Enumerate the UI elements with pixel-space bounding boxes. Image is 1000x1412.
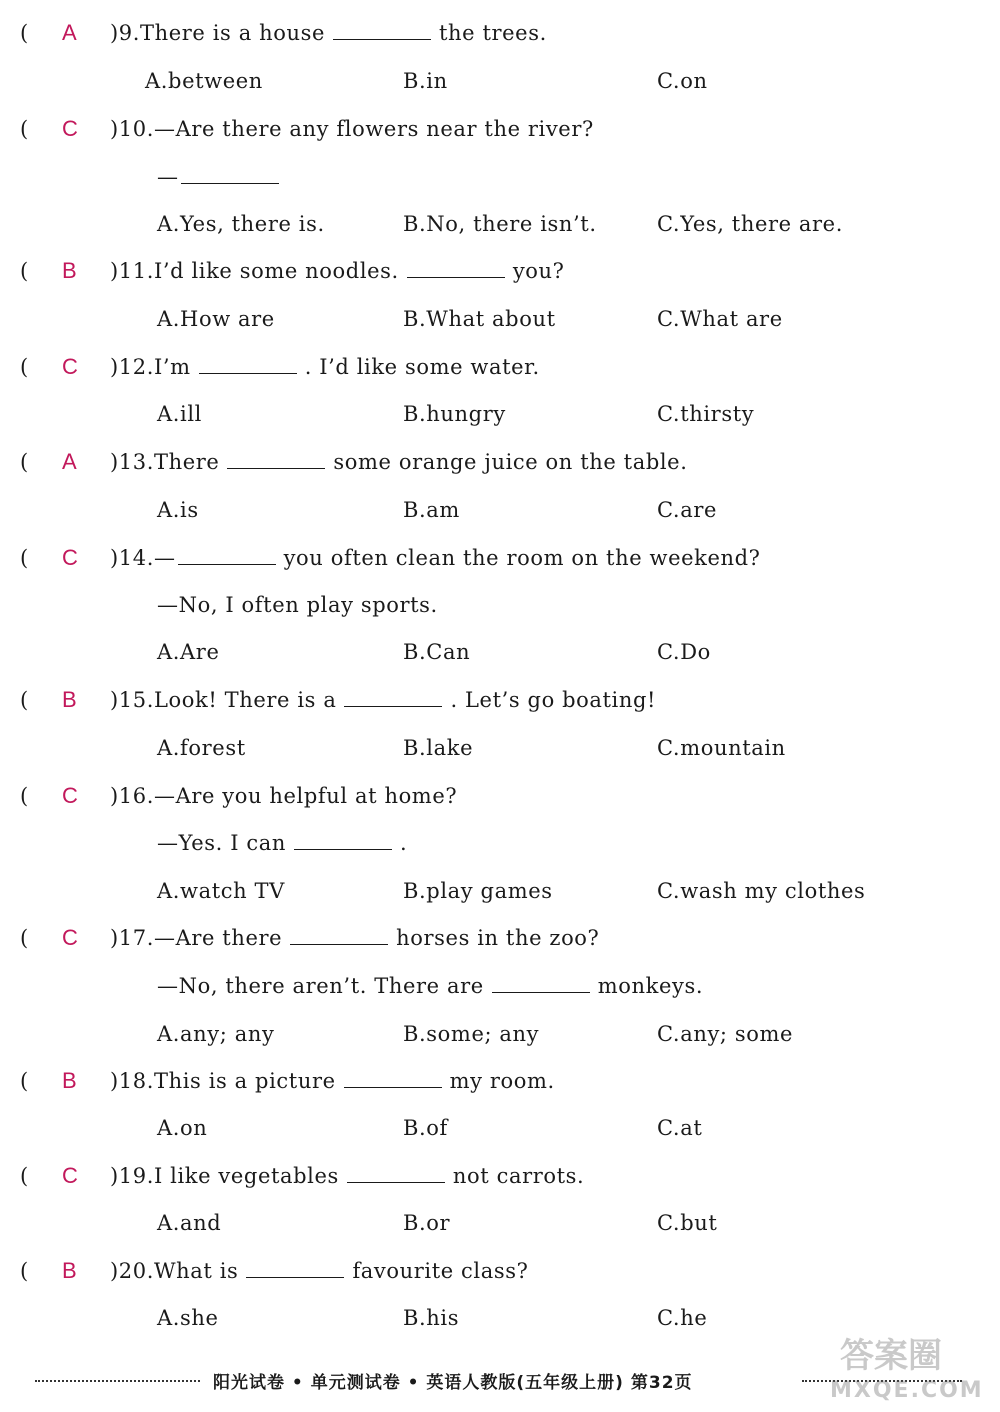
q16-paren: ( (20, 784, 29, 808)
q18-option-b[interactable]: B.of (403, 1116, 448, 1140)
blank[interactable] (181, 165, 279, 184)
blank[interactable] (407, 259, 505, 278)
blank[interactable] (347, 1164, 445, 1183)
q19-paren: ( (20, 1164, 29, 1188)
q15-paren: ( (20, 688, 29, 712)
q11-paren: ( (20, 259, 29, 283)
watermark-icon (810, 1325, 985, 1405)
q11-option-b[interactable]: B.What about (403, 307, 556, 331)
q13-paren: ( (20, 450, 29, 474)
q10-paren: ( (20, 117, 29, 141)
q9-option-b[interactable]: B.in (403, 69, 448, 93)
q12-option-a[interactable]: A.ill (157, 402, 202, 426)
q20-option-b[interactable]: B.his (403, 1306, 460, 1330)
q19-option-c[interactable]: C.but (657, 1211, 718, 1235)
q17-paren: ( (20, 926, 29, 950)
q16-option-b[interactable]: B.play games (403, 879, 553, 903)
q18-stem: )18.This is a picture my room. (110, 1069, 555, 1093)
q13-answer: A (62, 449, 77, 474)
svg-text:MXQE.COM: MXQE.COM (830, 1378, 984, 1403)
q10-option-a[interactable]: A.Yes, there is. (157, 212, 325, 236)
q13-stem: )13.There some orange juice on the table. (110, 450, 688, 474)
watermark-logo (810, 1325, 985, 1405)
q13-option-c[interactable]: C.are (657, 498, 717, 522)
footer-divider-left (35, 1380, 200, 1382)
q12-stem: )12.I’m . I’d like some water. (110, 355, 540, 379)
q11-option-c[interactable]: C.What are (657, 307, 783, 331)
q10-reply: — (157, 162, 287, 192)
blank[interactable] (246, 1259, 344, 1278)
q18-option-a[interactable]: A.on (157, 1116, 208, 1140)
q11-stem: )11.I’d like some noodles. you? (110, 259, 565, 283)
blank[interactable] (294, 831, 392, 850)
blank[interactable] (492, 974, 590, 993)
q16-answer: C (62, 783, 78, 808)
q18-answer: B (62, 1068, 77, 1093)
q20-answer: B (62, 1258, 77, 1283)
q15-option-b[interactable]: B.lake (403, 736, 474, 760)
q20-option-c[interactable]: C.he (657, 1306, 708, 1330)
q10-answer: C (62, 116, 78, 141)
q15-stem: )15.Look! There is a . Let’s go boating! (110, 688, 657, 712)
q12-option-c[interactable]: C.thirsty (657, 402, 755, 426)
blank[interactable] (199, 355, 297, 374)
q15-answer: B (62, 687, 77, 712)
svg-text:答案圈: 答案圈 (840, 1336, 942, 1376)
q13-option-a[interactable]: A.is (157, 498, 199, 522)
q10-option-b[interactable]: B.No, there isn’t. (403, 212, 597, 236)
q16-option-c[interactable]: C.wash my clothes (657, 879, 866, 903)
q18-paren: ( (20, 1069, 29, 1093)
blank[interactable] (290, 926, 388, 945)
q17-stem: )17.—Are there horses in the zoo? (110, 926, 600, 950)
q10-stem: )10.—Are there any flowers near the river? (110, 117, 594, 141)
q17-reply: —No, there aren’t. There are monkeys. (157, 974, 704, 998)
q16-reply: —Yes. I can . (157, 831, 408, 855)
q14-stem: )14.— you often clean the room on the weekend? (110, 546, 761, 570)
q19-stem: )19.I like vegetables not carrots. (110, 1164, 585, 1188)
q9-answer: A (62, 20, 77, 45)
q18-option-c[interactable]: C.at (657, 1116, 703, 1140)
q17-option-c[interactable]: C.any; some (657, 1022, 794, 1046)
q19-answer: C (62, 1163, 78, 1188)
q14-reply: —No, I often play sports. (157, 593, 438, 617)
q17-option-b[interactable]: B.some; any (403, 1022, 540, 1046)
q11-answer: B (62, 258, 77, 283)
q14-option-a[interactable]: A.Are (157, 640, 220, 664)
q10-option-c[interactable]: C.Yes, there are. (657, 212, 843, 236)
blank[interactable] (333, 21, 431, 40)
q15-option-c[interactable]: C.mountain (657, 736, 786, 760)
q9-option-c[interactable]: C.on (657, 69, 708, 93)
q19-option-a[interactable]: A.and (157, 1211, 222, 1235)
blank[interactable] (344, 1069, 442, 1088)
q14-paren: ( (20, 546, 29, 570)
q12-answer: C (62, 354, 78, 379)
q11-option-a[interactable]: A.How are (157, 307, 275, 331)
q9-paren: ( (20, 21, 29, 45)
q17-option-a[interactable]: A.any; any (157, 1022, 275, 1046)
q12-paren: ( (20, 355, 29, 379)
q20-paren: ( (20, 1259, 29, 1283)
blank[interactable] (178, 546, 276, 565)
q14-option-c[interactable]: C.Do (657, 640, 711, 664)
blank[interactable] (344, 688, 442, 707)
q17-answer: C (62, 925, 78, 950)
q20-option-a[interactable]: A.she (157, 1306, 219, 1330)
q9-stem: )9.There is a house the trees. (110, 21, 547, 45)
q16-option-a[interactable]: A.watch TV (157, 879, 285, 903)
q16-stem: )16.—Are you helpful at home? (110, 784, 458, 808)
q12-option-b[interactable]: B.hungry (403, 402, 506, 426)
q13-option-b[interactable]: B.am (403, 498, 460, 522)
q19-option-b[interactable]: B.or (403, 1211, 451, 1235)
q15-option-a[interactable]: A.forest (157, 736, 246, 760)
q14-option-b[interactable]: B.Can (403, 640, 471, 664)
q9-option-a[interactable]: A.between (145, 69, 263, 93)
q14-answer: C (62, 545, 78, 570)
q20-stem: )20.What is favourite class? (110, 1259, 529, 1283)
blank[interactable] (227, 450, 325, 469)
footer-text: 阳光试卷 • 单元测试卷 • 英语人教版(五年级上册) 第32页 (213, 1373, 693, 1393)
